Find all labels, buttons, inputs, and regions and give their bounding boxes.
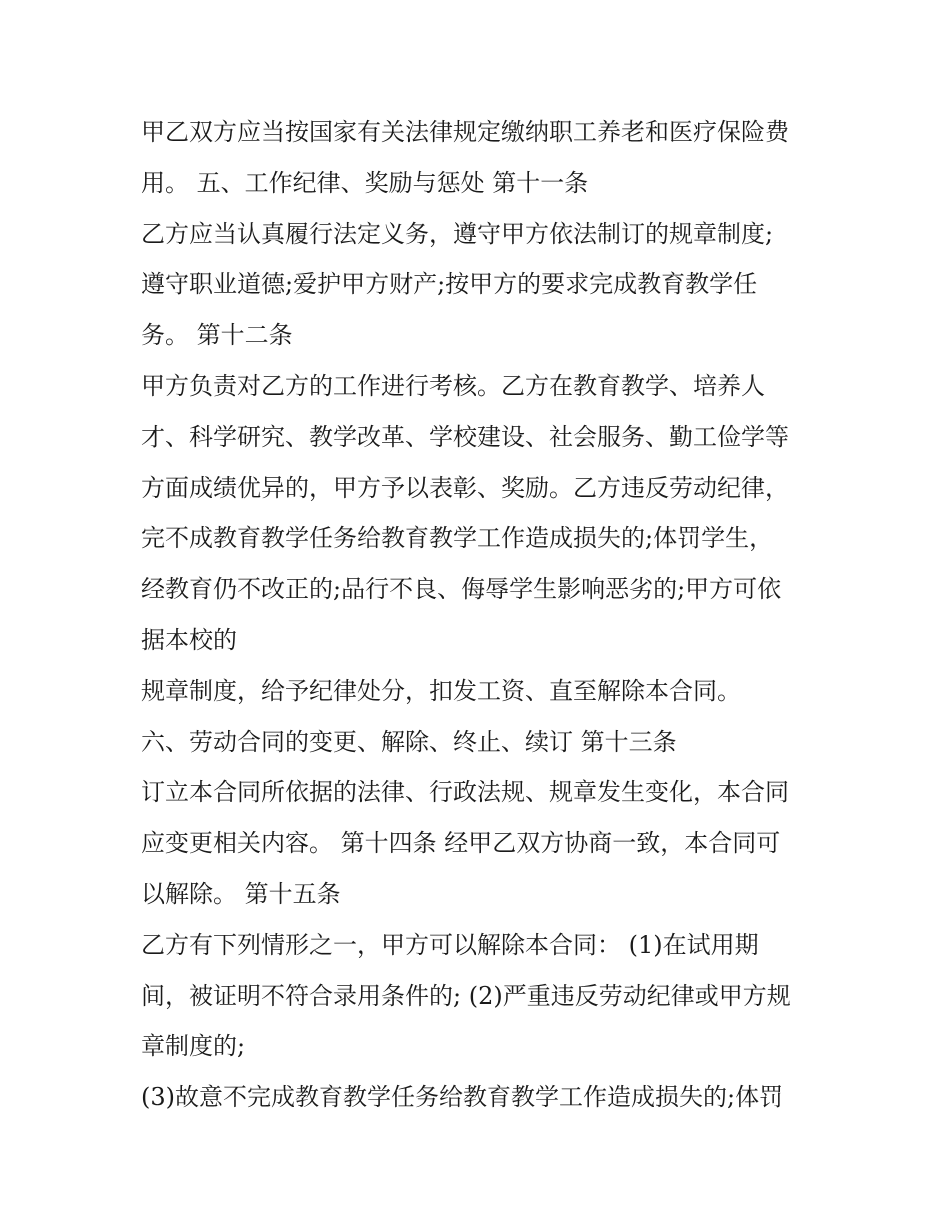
contract-body-text (141, 107, 831, 1123)
text-line: 经教育仍不改正的;品行不良、侮辱学生影响恶劣的;甲方可依 (141, 575, 782, 604)
text-line: 才、科学研究、教学改革、学校建设、社会服务、勤工俭学等 (141, 422, 789, 451)
text-line: 务。 第十二条 (141, 321, 293, 350)
text-line: 以解除。 第十五条 (141, 879, 341, 908)
text-line: 完不成教育教学任务给教育教学工作造成损失的;体罚学生， (141, 524, 774, 553)
text-line: 方面成绩优异的，甲方予以表彰、奖励。乙方违反劳动纪律， (141, 473, 789, 502)
text-line: 乙方应当认真履行法定义务，遵守甲方依法制订的规章制度; (141, 219, 774, 248)
text-line: 甲乙双方应当按国家有关法律规定缴纳职工养老和医疗保险费 (141, 118, 789, 146)
text-line: 乙方有下列情形之一，甲方可以解除本合同： (1)在试用期 (141, 930, 759, 959)
text-line: 应变更相关内容。 第十四条 经甲乙双方协商一致，本合同可 (141, 829, 781, 858)
text-line: 遵守职业道德;爱护甲方财产;按甲方的要求完成教育教学任 (141, 270, 758, 299)
text-line: 甲方负责对乙方的工作进行考核。乙方在教育教学、培养人 (141, 371, 765, 400)
text-line: 用。 五、工作纪律、奖励与惩处 第十一条 (141, 168, 589, 197)
text-line: 章制度的; (141, 1032, 246, 1061)
text-line: (3)故意不完成教育教学任务给教育教学工作造成损失的;体罚 (141, 1083, 784, 1112)
text-line: 间，被证明不符合录用条件的; (2)严重违反劳动纪律或甲方规 (141, 981, 791, 1010)
text-line: 订立本合同所依据的法律、行政法规、规章发生变化，本合同 (141, 778, 789, 807)
text-line: 六、劳动合同的变更、解除、终止、续订 第十三条 (141, 727, 677, 756)
text-line: 规章制度，给予纪律处分，扣发工资、直至解除本合同。 (141, 676, 741, 705)
text-line: 据本校的 (141, 625, 237, 654)
